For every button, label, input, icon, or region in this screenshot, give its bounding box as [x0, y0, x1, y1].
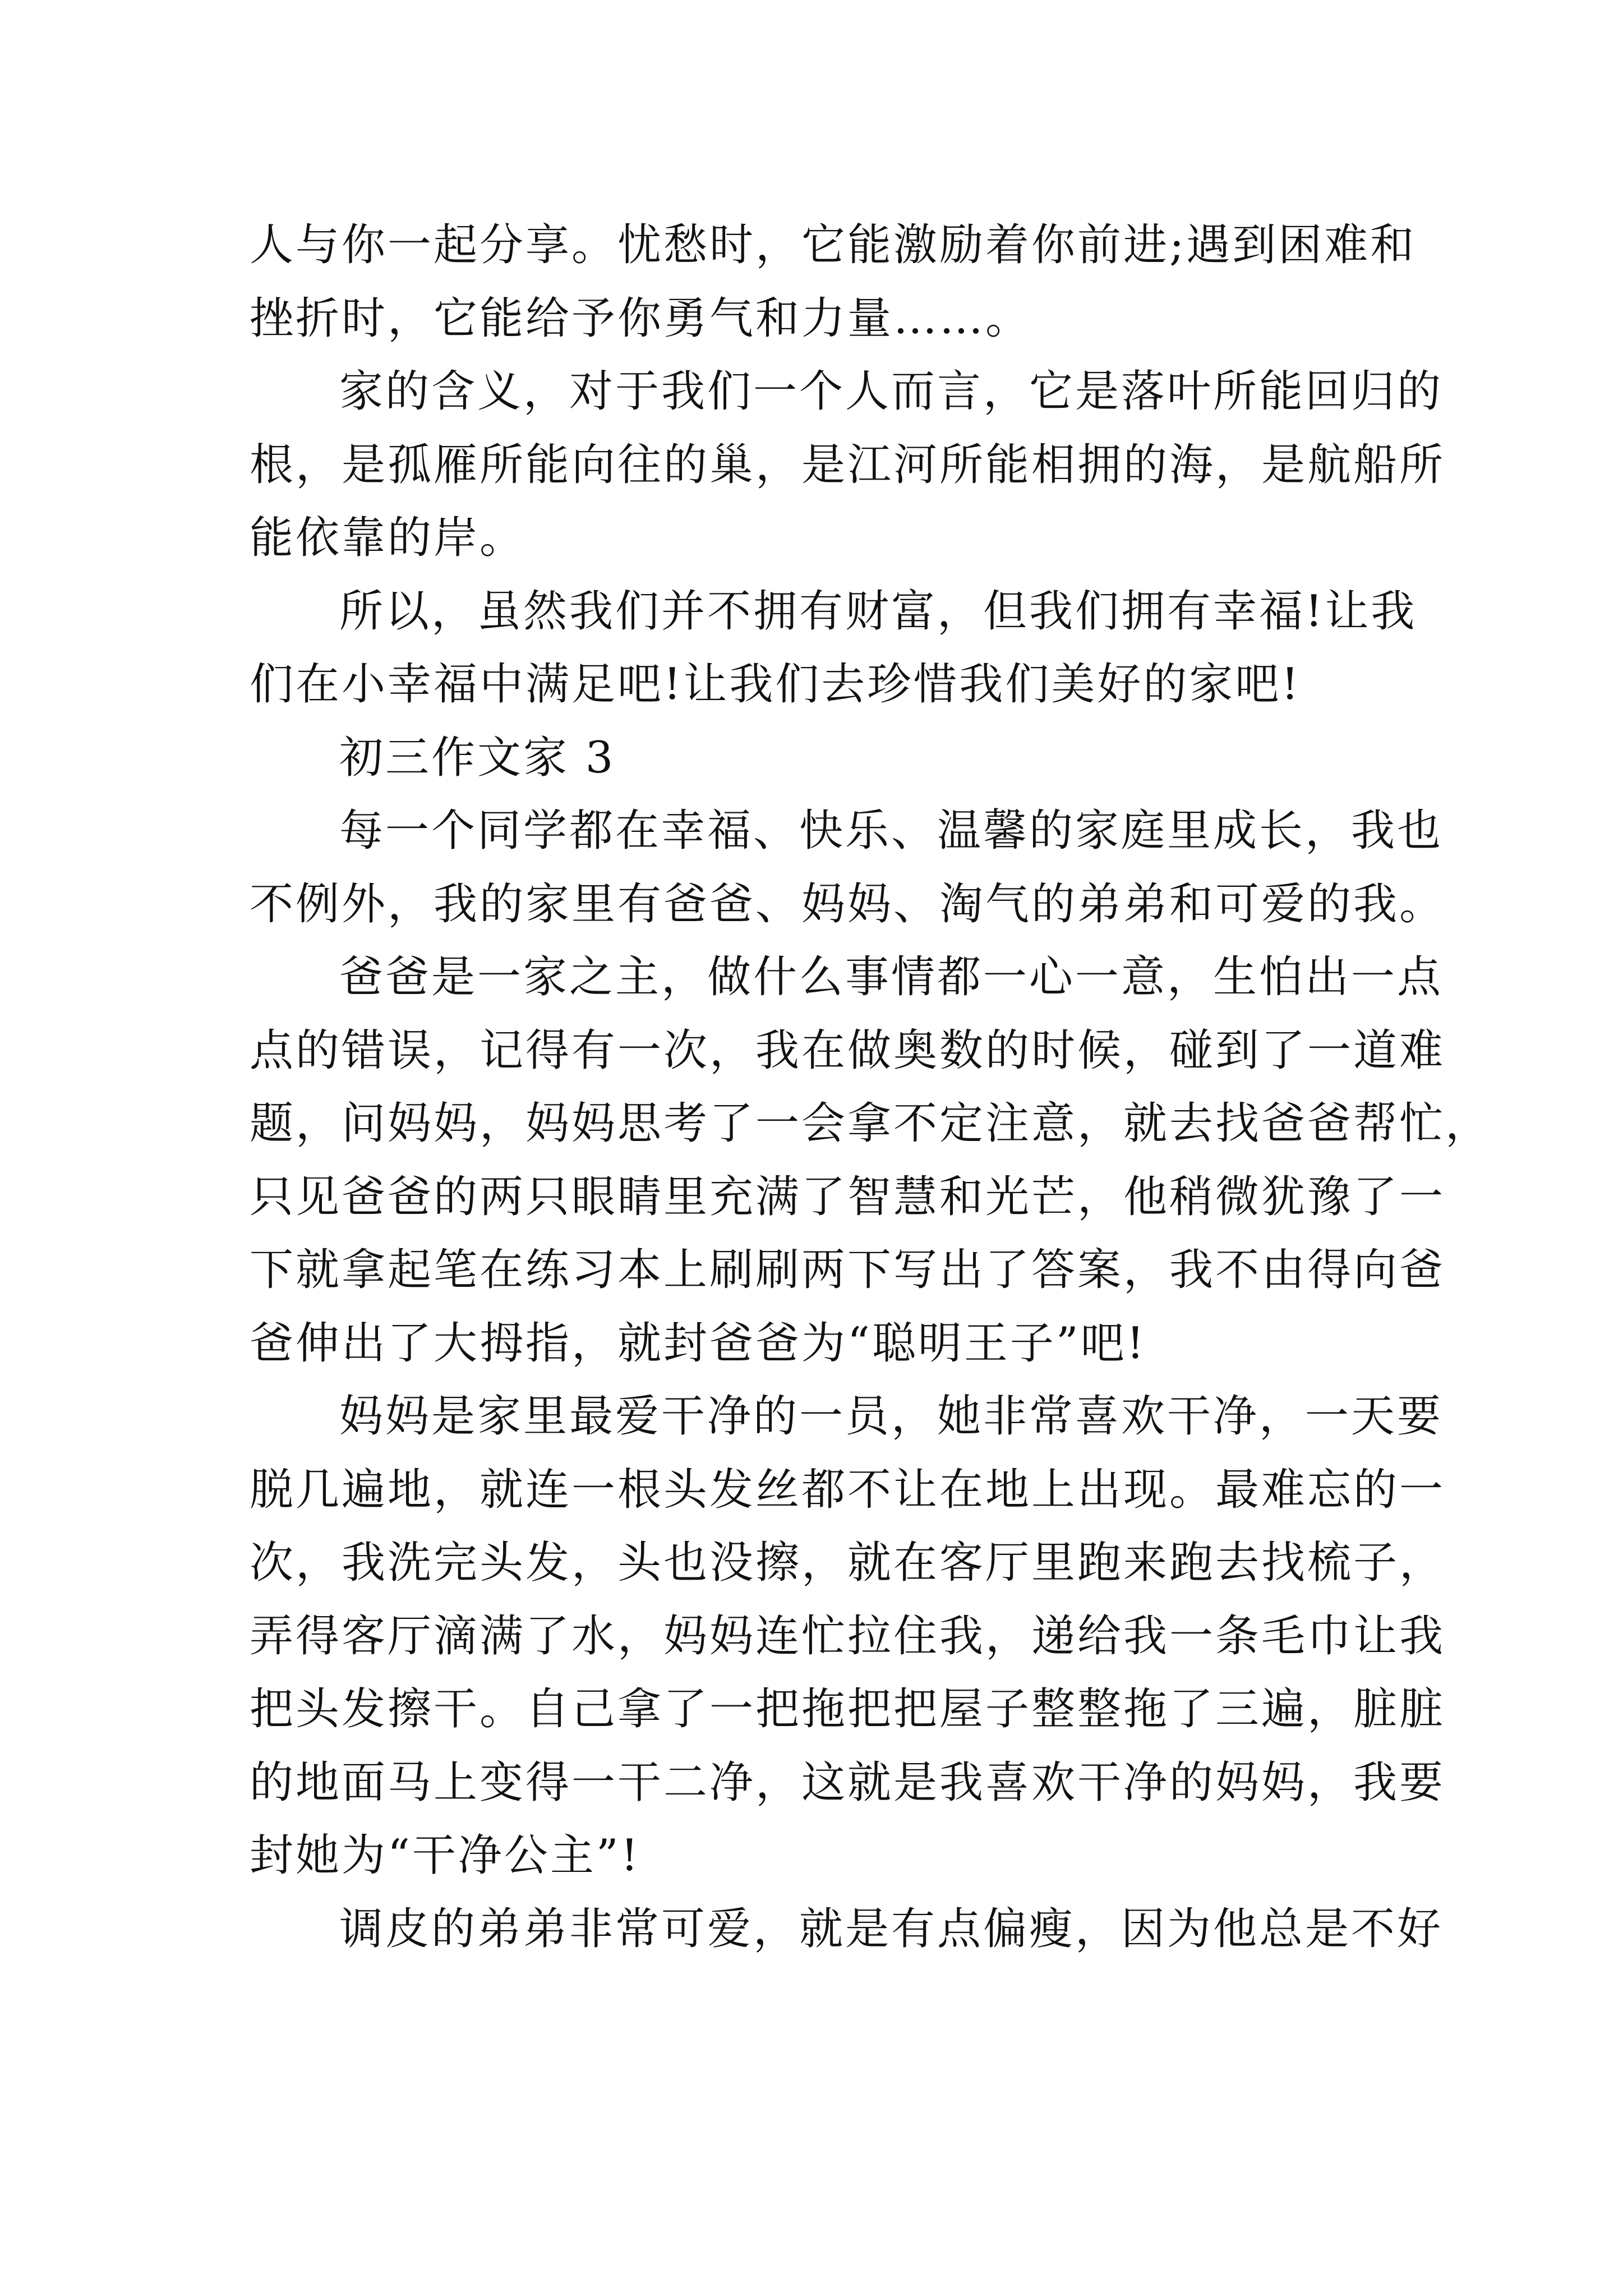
text-line: 下就拿起笔在练习本上刷刷两下写出了答案，我不由得向爸 — [250, 1245, 1446, 1295]
text-line: 们在小幸福中满足吧!让我们去珍惜我们美好的家吧! — [250, 659, 1301, 710]
text-line: 把头发擦干。自己拿了一把拖把把屋子整整拖了三遍，脏脏 — [250, 1684, 1446, 1734]
text-line: 调皮的弟弟非常可爱，就是有点偏瘦，因为他总是不好 — [339, 1903, 1444, 1954]
text-line: 人与你一起分享。忧愁时，它能激励着你前进;遇到困难和 — [250, 220, 1417, 270]
text-line: 妈妈是家里最爱干净的一员，她非常喜欢干净，一天要 — [339, 1391, 1444, 1442]
text-line: 脱几遍地，就连一根头发丝都不让在地上出现。最难忘的一 — [250, 1464, 1446, 1515]
text-line: 根，是孤雁所能向往的巢，是江河所能相拥的海，是航船所 — [250, 439, 1446, 490]
text-line: 能依靠的岸。 — [250, 513, 526, 563]
text-line: 所以，虽然我们并不拥有财富，但我们拥有幸福!让我 — [339, 586, 1417, 637]
text-line: 不例外，我的家里有爸爸、妈妈、淘气的弟弟和可爱的我。 — [250, 878, 1446, 930]
text-line: 每一个同学都在幸福、快乐、温馨的家庭里成长，我也 — [339, 806, 1444, 856]
text-line: 挫折时，它能给予你勇气和力量……。 — [250, 293, 1032, 344]
text-line: 封她为“干净公主”! — [250, 1830, 641, 1881]
text-line: 家的含义，对于我们一个人而言，它是落叶所能回归的 — [339, 366, 1444, 417]
document-body — [250, 209, 1492, 1966]
text-line: 弄得客厅滴满了水，妈妈连忙拉住我，递给我一条毛巾让我 — [250, 1611, 1446, 1662]
text-line: 点的错误，记得有一次，我在做奥数的时候，碰到了一道难 — [250, 1025, 1446, 1076]
text-line: 的地面马上变得一干二净，这就是我喜欢干净的妈妈，我要 — [250, 1757, 1446, 1808]
text-line: 爸伸出了大拇指，就封爸爸为“聪明王子”吧! — [250, 1318, 1147, 1369]
text-line: 只见爸爸的两只眼睛里充满了智慧和光芒，他稍微犹豫了一 — [250, 1171, 1446, 1222]
text-line: 题，问妈妈，妈妈思考了一会拿不定注意，就去找爸爸帮忙， — [250, 1098, 1492, 1149]
section-heading: 初三作文家 3 — [339, 732, 616, 783]
text-line: 爸爸是一家之主，做什么事情都一心一意，生怕出一点 — [339, 952, 1444, 1002]
text-line: 次，我洗完头发，头也没擦，就在客厅里跑来跑去找梳子， — [250, 1538, 1446, 1588]
